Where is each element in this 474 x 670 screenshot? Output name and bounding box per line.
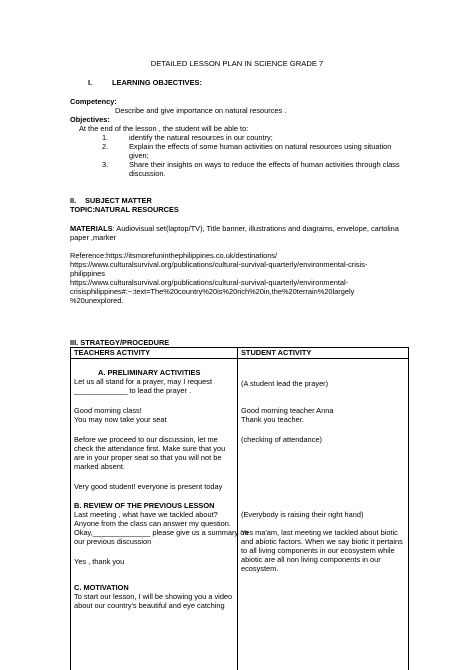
objective-1-text: identify the natural resources in our country; — [129, 133, 273, 142]
objective-2-line-2: given; — [129, 151, 149, 160]
section-3-heading: III. STRATEGY/PROCEDURE — [70, 338, 170, 347]
checking-attendance-student: (checking of attendance) — [241, 435, 322, 444]
competency-label: Competency: — [70, 97, 117, 106]
review-line-1: Last meeting , what have we tackled about? — [74, 510, 218, 519]
section-2-heading: SUBJECT MATTER — [85, 196, 152, 205]
reference-line-3: philippines — [70, 269, 105, 278]
materials-line-1 — [70, 224, 399, 233]
objective-1-number: 1. — [102, 133, 109, 142]
reference-line-6: %20unexplored. — [70, 296, 124, 305]
materials-text: : Audiovisual set(laptop/TV), Title banner, illustrations and diagrams, envelope, cartolina — [112, 224, 399, 233]
greeting-student: Good morning teacher Anna — [241, 406, 334, 415]
attendance-line-3: are in your proper seat so that you will not be — [74, 453, 222, 462]
motivation-heading: C. MOTIVATION — [74, 583, 129, 592]
review-student-line-1: (Everybody is raising their right hand) — [241, 510, 364, 519]
topic-label: TOPIC:NATURAL RESOURCES — [70, 205, 179, 214]
document-title: DETAILED LESSON PLAN IN SCIENCE GRADE 7 — [150, 59, 324, 68]
preliminary-activities-heading: A. PRELIMINARY ACTIVITIES — [98, 368, 201, 377]
review-student-line-3: and abiotic factors. When we say biotic it pertains — [241, 537, 403, 546]
teachers-activity-header: TEACHERS ACTIVITY — [74, 348, 151, 357]
objective-2-number: 2. — [102, 142, 109, 151]
review-line-4: our previous discussion — [74, 537, 152, 546]
section-1-heading: LEARNING OBJECTIVES: — [112, 78, 202, 87]
thank-you-student: Thank you teacher. — [241, 415, 304, 424]
reference-line-4: https://www.culturalsurvival.org/publications/cultural-survival-quarterly/environmental- — [70, 278, 349, 287]
objectives-intro: At the end of the lesson , the student will be able to: — [79, 124, 249, 133]
review-heading: B. REVIEW OF THE PREVIOUS LESSON — [74, 501, 215, 510]
attendance-line-1: Before we proceed to our discussion, let me — [74, 435, 218, 444]
section-1-numeral: I. — [88, 78, 93, 87]
greeting-teacher: Good morning class! — [74, 406, 142, 415]
section-2-numeral: II. — [70, 196, 77, 205]
objective-3-line-1: Share their insights on ways to reduce the effects of human activities through class — [129, 160, 400, 169]
reference-line-5: crisisphilippines#:~:text=The%20country%20is%20rich%20in,the%20terrain%20largely — [70, 287, 355, 296]
very-good-teacher: Very good student! everyone is present today — [74, 482, 223, 491]
yes-thank-you-teacher: Yes , thank you — [74, 557, 125, 566]
reference-line-2: https://www.culturalsurvival.org/publications/cultural-survival-quarterly/environmental-crisis- — [70, 260, 368, 269]
objectives-label: Objectives: — [70, 115, 110, 124]
objective-2-line-1: Explain the effects of some human activities on natural resources using situation — [129, 142, 392, 151]
review-student-line-2: Yes ma'am, last meeting we tackled about biotic — [241, 528, 398, 537]
reference-line-1: Reference:https://itsmorefuninthephilippines.co.uk/destinations/ — [70, 251, 278, 260]
review-line-2: Anyone from the class can answer my question. — [74, 519, 231, 528]
review-student-line-6: ecosystem. — [241, 564, 279, 573]
review-student-line-4: to all living components in our ecosystem while — [241, 546, 395, 555]
materials-line-2: paper ,marker — [70, 233, 117, 242]
motivation-line-1: To start our lesson, I will be showing you a video — [74, 592, 233, 601]
prayer-request-line-2: _____________ to lead the prayer . — [74, 386, 192, 395]
materials-label: MATERIALS — [70, 224, 113, 233]
review-student-line-5: abiotic are all non living components in our — [241, 555, 381, 564]
motivation-line-2: about our country's beautiful and eye catching — [74, 601, 225, 610]
prayer-request-line-1: Let us all stand for a prayer, may I request — [74, 377, 213, 386]
student-activity-header: STUDENT ACTIVITY — [241, 348, 312, 357]
attendance-line-2: check the attendance first. Make sure that you — [74, 444, 226, 453]
review-line-3: Okay,______________ please give us a summary on — [74, 528, 249, 537]
take-seat-teacher: You may now take your seat — [74, 415, 167, 424]
competency-text: Describe and give importance on natural resources . — [115, 106, 287, 115]
student-prayer: (A student lead the prayer) — [241, 379, 329, 388]
objective-3-line-2: discussion. — [129, 169, 166, 178]
objective-3-number: 3. — [102, 160, 109, 169]
procedure-table — [70, 347, 409, 670]
attendance-line-4: marked absent. — [74, 462, 125, 471]
column-divider — [237, 348, 238, 670]
